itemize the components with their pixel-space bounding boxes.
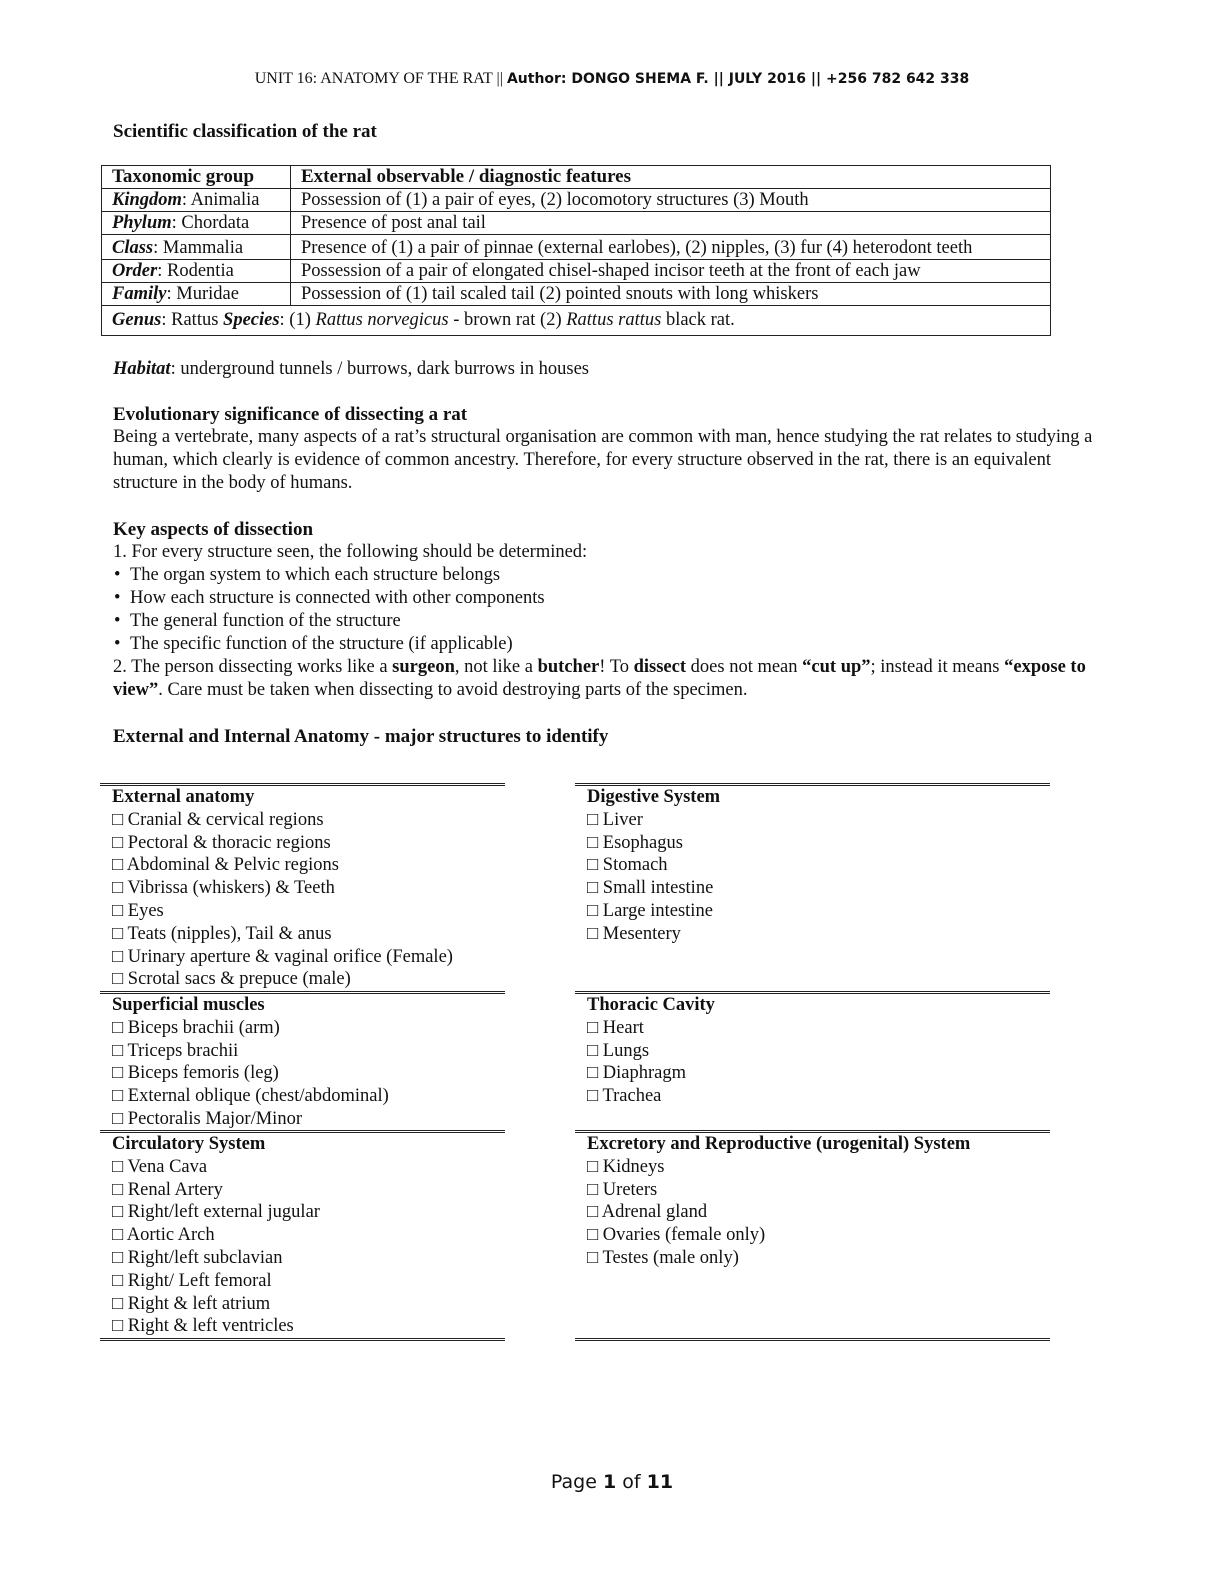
emphasis: surgeon	[392, 657, 455, 677]
checklist-item: □ Right/left subclavian	[112, 1247, 283, 1268]
checklist-item: □ Right & left ventricles	[112, 1316, 294, 1337]
table-cell	[102, 212, 291, 235]
rank-name: : Muridae	[166, 284, 239, 304]
checklist-item: □ Right/ Left femoral	[112, 1270, 272, 1291]
section-title: Superficial muscles	[112, 995, 265, 1015]
anatomy-checklists	[100, 783, 1050, 1343]
genus-label: Genus	[112, 310, 162, 330]
table-cell	[102, 283, 291, 306]
text-run: ; instead it means	[870, 657, 1005, 677]
list-item: • The specific function of the structure (if applicable)	[113, 633, 1103, 656]
section-title: Digestive System	[587, 787, 721, 807]
table-cell: Presence of post anal tail	[291, 212, 1051, 235]
table-cell	[102, 235, 291, 260]
checklist-item: □ Eyes	[112, 900, 164, 921]
species-name: Rattus norvegicus	[315, 310, 449, 330]
emphasis: “expose to view”	[113, 657, 1086, 700]
checklist-section-urogenital	[575, 1130, 1050, 1338]
table-header-cell: Taxonomic group	[102, 166, 291, 189]
text-run: , not like a	[454, 657, 538, 677]
text-run: . Care must be taken when dissecting to avoid destroying parts of the specimen.	[158, 680, 748, 700]
rank-label: Order	[112, 261, 158, 281]
header-title: UNIT 16: ANATOMY OF THE RAT	[254, 70, 493, 87]
table-row	[102, 260, 1051, 283]
list-item: • How each structure is connected with other components	[113, 587, 1103, 610]
key-aspects-list	[113, 564, 1103, 656]
section-title: Excretory and Reproductive (urogenital) System	[587, 1134, 971, 1154]
header-author: Author: DONGO SHEMA F.	[506, 71, 709, 87]
species-text: black rat.	[661, 310, 735, 330]
classification-heading: Scientific classification of the rat	[113, 121, 377, 142]
checklist-item: □ Testes (male only)	[587, 1247, 739, 1268]
checklist-item: □ Biceps femoris (leg)	[112, 1063, 279, 1084]
checklist-item: □ Small intestine	[587, 878, 714, 899]
species-text: : (1)	[279, 310, 316, 330]
checklist-item: □ Right & left atrium	[112, 1293, 271, 1314]
list-item: • The organ system to which each structure belongs	[113, 564, 1103, 587]
rank-name: : Rodentia	[157, 261, 234, 281]
header-date: JULY 2016	[728, 71, 807, 87]
genus-text: : Rattus	[161, 310, 224, 330]
footer-page-total: 11	[646, 1471, 674, 1493]
checklist-section-thoracic	[575, 991, 1050, 1130]
checklist-item: □ Aortic Arch	[112, 1225, 215, 1246]
text-run: ! To	[599, 657, 634, 677]
checklist-item: □ Triceps brachii	[112, 1040, 239, 1061]
header-phone: +256 782 642 338	[826, 71, 970, 87]
checklist-item: □ Ovaries (female only)	[587, 1225, 766, 1246]
habitat-line	[113, 358, 1103, 381]
checklist-item: □ Liver	[587, 809, 643, 830]
species-label: Species	[223, 310, 280, 330]
dissection-paragraph	[113, 656, 1103, 702]
section-divider	[100, 1338, 505, 1341]
checklist-item: □ Stomach	[587, 855, 668, 876]
evolution-paragraph: Being a vertebrate, many aspects of a rat’s structural organisation are common with man, hence studying the rat relates to studying a human, which clearly is evidence of common ancestry. Therefore, for every structure observed in the rat, there is an equivalent structure in the body of humans.	[113, 427, 1093, 493]
checklist-item: □ Diaphragm	[587, 1063, 687, 1084]
checklist-item: □ Cranial & cervical regions	[112, 809, 324, 830]
table-row	[102, 189, 1051, 212]
page-header	[0, 70, 1224, 88]
anatomy-heading: External and Internal Anatomy - major structures to identify	[113, 726, 609, 747]
section-title: Thoracic Cavity	[587, 995, 715, 1015]
emphasis: dissect	[633, 657, 687, 677]
checklist-column-right	[575, 783, 1050, 1341]
header-separator: ||	[806, 71, 827, 87]
rank-name: : Mammalia	[153, 238, 244, 258]
key-aspects-intro: 1. For every structure seen, the following should be determined:	[113, 542, 588, 562]
species-name: Rattus rattus	[566, 310, 662, 330]
checklist-item: □ Mesentery	[587, 923, 681, 944]
rank-name: : Animalia	[181, 190, 260, 210]
rank-label: Family	[112, 284, 167, 304]
footer-page-number: 1	[602, 1471, 617, 1493]
list-item: • The general function of the structure	[113, 610, 1103, 633]
table-cell: Possession of (1) tail scaled tail (2) pointed snouts with long whiskers	[291, 283, 1051, 306]
table-cell	[102, 306, 1051, 336]
checklist-item: □ Lungs	[587, 1040, 650, 1061]
header-separator: ||	[492, 70, 507, 87]
text-run: 2. The person dissecting works like a	[113, 657, 393, 677]
habitat-text: : underground tunnels / burrows, dark burrows in houses	[170, 359, 589, 379]
checklist-item: □ Heart	[587, 1017, 644, 1038]
text-run: does not mean	[686, 657, 803, 677]
checklist-item: □ Pectoralis Major/Minor	[112, 1108, 302, 1129]
checklist-item: □ Urinary aperture & vaginal orifice (Female)	[112, 946, 453, 967]
table-cell: Possession of (1) a pair of eyes, (2) locomotory structures (3) Mouth	[291, 189, 1051, 212]
table-cell	[102, 189, 291, 212]
checklist-item: □ Teats (nipples), Tail & anus	[112, 923, 332, 944]
habitat-label: Habitat	[113, 359, 171, 379]
checklist-section-external	[100, 783, 505, 991]
table-cell	[102, 260, 291, 283]
emphasis: “cut up”	[802, 657, 871, 677]
checklist-item: □ Pectoral & thoracic regions	[112, 832, 331, 853]
checklist-item: □ Renal Artery	[112, 1179, 223, 1200]
section-title: Circulatory System	[112, 1134, 266, 1154]
footer-mid: of	[616, 1471, 647, 1493]
checklist-item: □ External oblique (chest/abdominal)	[112, 1086, 389, 1107]
emphasis: butcher	[537, 657, 600, 677]
table-row	[102, 283, 1051, 306]
classification-table	[101, 165, 1051, 336]
evolution-heading: Evolutionary significance of dissecting a rat	[113, 404, 468, 425]
table-row	[102, 235, 1051, 260]
checklist-item: □ Vena Cava	[112, 1156, 208, 1177]
checklist-item: □ Adrenal gland	[587, 1202, 708, 1223]
checklist-item: □ Right/left external jugular	[112, 1202, 320, 1223]
table-cell: Presence of (1) a pair of pinnae (external earlobes), (2) nipples, (3) fur (4) heterodont teeth	[291, 235, 1051, 260]
table-row	[102, 212, 1051, 235]
checklist-item: □ Trachea	[587, 1086, 662, 1107]
checklist-item: □ Esophagus	[587, 832, 683, 853]
footer-prefix: Page	[550, 1471, 603, 1493]
table-header-row	[102, 166, 1051, 189]
checklist-item: □ Ureters	[587, 1179, 658, 1200]
table-cell: Possession of a pair of elongated chisel-shaped incisor teeth at the front of each jaw	[291, 260, 1051, 283]
checklist-item: □ Abdominal & Pelvic regions	[112, 855, 339, 876]
key-aspects-heading: Key aspects of dissection	[113, 519, 314, 540]
rank-label: Class	[112, 238, 154, 258]
page-footer	[0, 1471, 1224, 1493]
checklist-item: □ Vibrissa (whiskers) & Teeth	[112, 878, 335, 899]
checklist-section-muscles	[100, 991, 505, 1130]
checklist-section-digestive	[575, 783, 1050, 991]
rank-label: Phylum	[112, 213, 172, 233]
checklist-column-left	[100, 783, 505, 1341]
checklist-section-circulatory	[100, 1130, 505, 1338]
checklist-item: □ Biceps brachii (arm)	[112, 1017, 280, 1038]
checklist-item: □ Kidneys	[587, 1156, 665, 1177]
rank-name: : Chordata	[171, 213, 250, 233]
species-text: - brown rat (2)	[448, 310, 567, 330]
table-header-cell: External observable / diagnostic features	[291, 166, 1051, 189]
header-separator: ||	[708, 71, 729, 87]
rank-label: Kingdom	[112, 190, 182, 210]
section-title: External anatomy	[112, 787, 255, 807]
checklist-item: □ Scrotal sacs & prepuce (male)	[112, 969, 351, 990]
section-divider	[575, 1338, 1050, 1341]
page-content	[113, 120, 1103, 748]
checklist-item: □ Large intestine	[587, 900, 713, 921]
table-row-genus	[102, 306, 1051, 336]
